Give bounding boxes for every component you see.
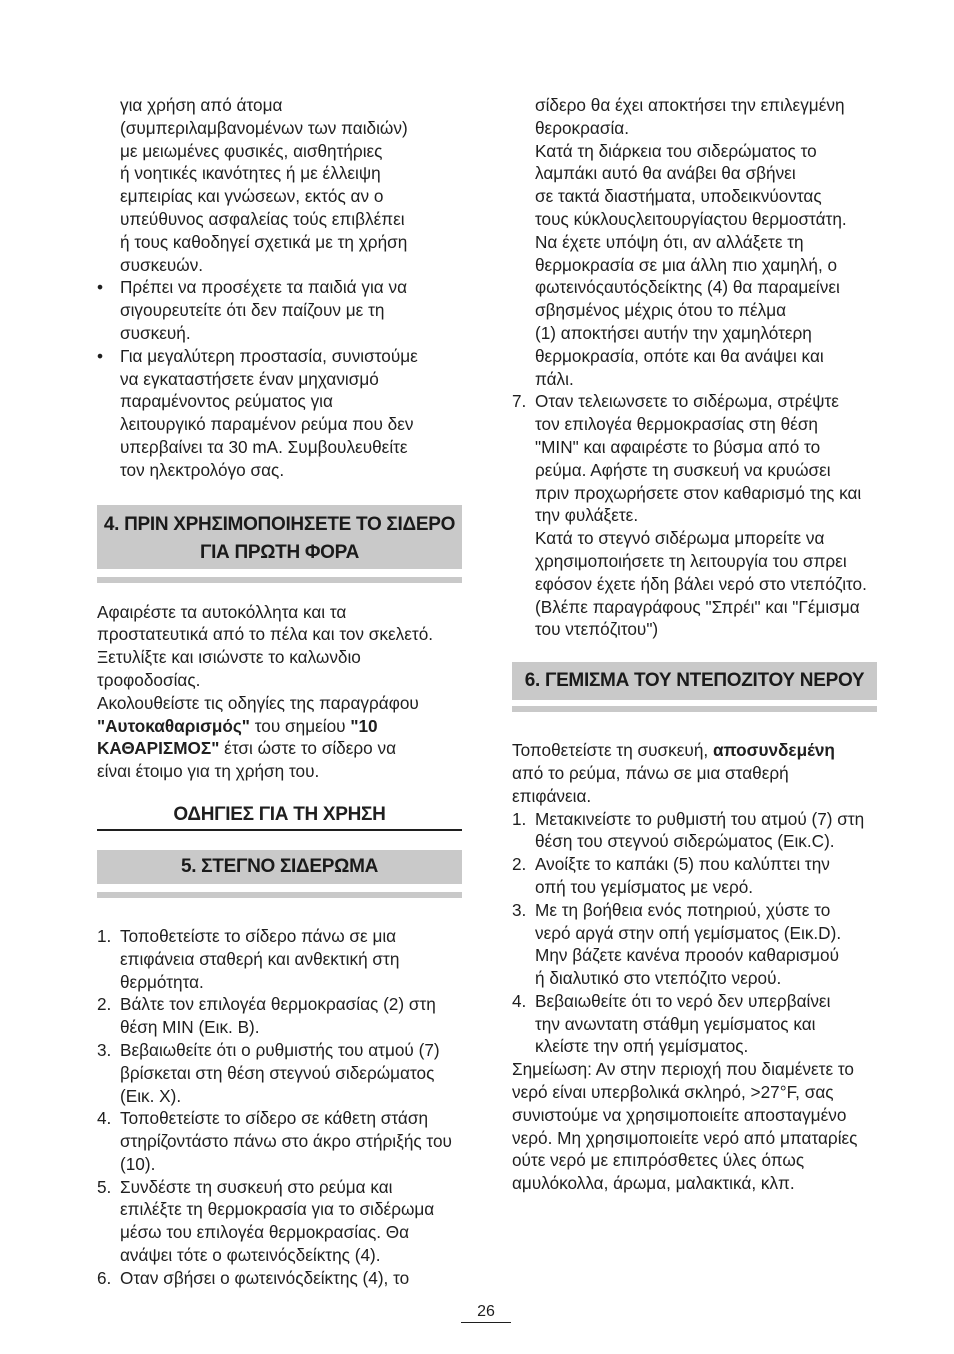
intro-prefix: Τοποθετείστε τη συσκευή,: [512, 740, 713, 761]
list-item-line: Βάλτε τον επιλογέα θερμοκρασίας (2) στη: [120, 994, 436, 1015]
list-marker: 3.: [512, 899, 527, 920]
section-4-line: Αφαιρέστε τα αυτοκόλλητα και τα: [97, 601, 347, 622]
list-item-line: (Εικ. X).: [120, 1085, 182, 1106]
note-line: Σημείωση: Αν στην περιοχή που διαμένετε το: [512, 1059, 854, 1080]
note-line: αμυλόκολλα, άρωμα, μαλακτικά, κλπ.: [512, 1173, 795, 1194]
list-item-line: Βεβαιωθείτε ότι το νερό δεν υπερβαίνει: [535, 990, 831, 1011]
step-item: [97, 993, 462, 1039]
list-marker: 2.: [97, 994, 112, 1015]
bold-reference-1: "Αυτοκαθαρισμός": [97, 715, 250, 736]
section-6-heading: 6. ΓΕΜΙΣΜΑ ΤΟΥ ΝΤΕΠΟΖΙΤΟΥ ΝΕΡΟΥ: [512, 662, 877, 700]
list-item-line: Οταν σβήσει ο φωτεινόςδείκτης (4), το: [120, 1267, 410, 1288]
list-item-line: "MIN" και αφαιρέστε το βύσμα από το: [535, 436, 821, 457]
intro-line: για χρήση από άτομα: [120, 95, 283, 115]
list-item-line: Συνδέστε τη συσκευή στο ρεύμα και: [120, 1176, 393, 1197]
continuation-line: θερμοκρασία σε μια άλλη πιο χαμηλή, ο: [535, 254, 838, 275]
continuation-line: λαμπάκι αυτό θα ανάβει θα σβήνει: [535, 163, 796, 184]
page-number: 26: [461, 1302, 511, 1323]
continuation-line: θεροκρασία.: [535, 117, 630, 138]
continuation-line: τους κύκλουςλειτουργίαςτου θερμοστάτη.: [535, 208, 847, 229]
section-4-title-line2: ΓΙΑ ΠΡΩΤΗ ΦΟΡΑ: [199, 541, 360, 563]
list-item-line: την ανωντατη στάθμη γεμίσματος και: [535, 1013, 816, 1034]
list-item-line: λειτουργικό παραμένον ρεύμα που δεν: [120, 414, 414, 435]
list-item-line: (10).: [120, 1153, 156, 1174]
section-4-body: [97, 601, 462, 783]
section-5-steps: [97, 925, 462, 1290]
list-item-line: οπή του γεμίσματος με νερό.: [535, 876, 754, 897]
list-item-line: συσκευή.: [120, 322, 191, 343]
section-6-intro-line: από το ρεύμα, πάνω σε μια σταθερή: [512, 762, 789, 783]
reference-rest: έτσι ώστε το σίδερο να: [219, 738, 397, 759]
list-item-line: θέση MIN (Εικ. B).: [120, 1017, 260, 1038]
step-6-continuation: [512, 94, 877, 390]
continuation-line: σίδερο θα έχει αποκτήσει την επιλεγμένη: [535, 95, 845, 115]
continuation-line: Κατά τη διάρκεια του σιδερώματος το: [535, 140, 817, 161]
list-item-line: (Βλέπε παραγράφους "Σπρέι" και "Γέμισμα: [535, 596, 860, 617]
intro-line: υπεύθυνος ασφαλείας τούς επιβλέπει: [120, 208, 405, 229]
step-item: [512, 390, 877, 641]
continuation-line: φωτεινόςαυτόςδείκτης (4) θα παραμείνει: [535, 277, 840, 298]
step-item: [512, 899, 877, 990]
list-item-line: επιφάνεια σταθερή και ανθεκτική στη: [120, 948, 400, 969]
list-item-line: Βεβαιωθείτε ότι ο ρυθμιστής του ατμού (7): [120, 1039, 440, 1060]
note-line: συνιστούμε να χρησιμοποιείτε αποσταγμένο: [512, 1104, 847, 1125]
intro-line: με μειωμένες φυσικές, αισθητήριες: [120, 140, 383, 161]
list-item-line: ανάψει τότε ο φωτεινόςδείκτης (4).: [120, 1245, 381, 1266]
section-6-intro-line: επιφάνεια.: [512, 785, 592, 806]
list-item-line: Με τη βοήθεια ενός ποτηριού, χύστε το: [535, 899, 831, 920]
list-item-line: θέση του στεγνού σιδερώματος (Εικ.C).: [535, 831, 835, 852]
list-item-line: επιλέξτε τη θερμοκρασία για το σιδέρωμα: [120, 1199, 435, 1220]
left-column: [97, 94, 462, 1290]
list-item-line: Τοποθετείστε το σίδερο πάνω σε μια: [120, 925, 397, 946]
section-4-title-line1: 4. ΠΡΙΝ ΧΡΗΣΙΜΟΠΟΙΗΣΕΤΕ ΤΟ ΣΙΔΕΡΟ: [103, 513, 456, 535]
list-marker: •: [97, 277, 104, 298]
note-line: νερό είναι υπερβολικά σκληρό, >27°F, σας: [512, 1082, 834, 1103]
bold-reference-3: ΚΑΘΑΡΙΣΜΟΣ": [97, 738, 220, 759]
section-4-line: τροφοδοσίας.: [97, 669, 201, 690]
usage-instructions-heading: ΟΔΗΓΙΕΣ ΓΙΑ ΤΗ ΧΡΗΣΗ: [97, 801, 462, 831]
bold-reference-2: "10: [350, 715, 378, 736]
intro-line: συσκευών.: [120, 254, 204, 275]
continuation-line: θερμοκρασία, οπότε και θα ανάψει και: [535, 345, 824, 366]
intro-line: εμπειρίας και γνώσεων, εκτός αν ο: [120, 186, 384, 207]
list-item-line: του ντεπόζιτου"): [535, 619, 659, 640]
section-4-reference-line: [97, 715, 462, 738]
section-6-intro-first-line: [512, 739, 877, 762]
section-6-note: [512, 1058, 877, 1195]
intro-line: (συμπεριλαμβανομένων των παιδιών): [120, 117, 408, 138]
section-4-reference-line-2: [97, 737, 462, 760]
list-marker: 1.: [512, 808, 527, 829]
section-4-line: Ξετυλίξτε και ισιώνστε το καλωνδιο: [97, 647, 361, 668]
continuation-line: σβησμένος μέχρις ότου το πέλμα: [535, 300, 787, 321]
list-item-line: υπερβαίνει τα 30 mA. Συμβουλευθείτε: [120, 436, 408, 457]
list-item-line: Κατά το στεγνό σιδέρωμα μπορείτε να: [535, 528, 825, 549]
section-4-last-line: είναι έτοιμο για τη χρήση του.: [97, 761, 320, 782]
list-item-line: Για μεγαλύτερη προστασία, συνιστούμε: [120, 345, 418, 366]
list-item-line: εφόσον έχετε ήδη βάλει νερό στο ντεπόζιτο.: [535, 573, 867, 594]
reference-connector: του σημείου: [249, 715, 351, 736]
step-item: [512, 990, 877, 1058]
list-marker: 4.: [97, 1108, 112, 1129]
note-line: ούτε νερό με επιπρόσθετες ύλες όπως: [512, 1150, 805, 1171]
list-marker: •: [97, 345, 104, 366]
continuation-line: (1) αποκτήσει αυτήν την χαμηλότερη: [535, 322, 812, 343]
step-item: [97, 1039, 462, 1107]
list-item-line: μέσω του επιλογέα θερμοκρασίας. Θα: [120, 1222, 410, 1243]
list-item-line: βρίσκεται στη θέση στεγνού σιδερώματος: [120, 1062, 435, 1083]
continuation-line: Να έχετε υπόψη ότι, αν αλλάξετε τη: [535, 231, 804, 252]
list-item-line: Μην βάζετε κανένα προοόν καθαρισμού: [535, 945, 839, 966]
step-item: [512, 808, 877, 854]
list-item-line: να εγκαταστήσετε έναν μηχανισμό: [120, 368, 379, 389]
list-marker: 3.: [97, 1039, 112, 1060]
section-5-heading: 5. ΣΤΕΓΝΟ ΣΙΔΕΡΩΜΑ: [97, 850, 462, 884]
list-item-line: Οταν τελειωνσετε το σιδέρωμα, στρέψτε: [535, 391, 839, 412]
list-item-line: κλείστε την οπή γεμίσματος.: [535, 1036, 749, 1057]
step-item: [97, 925, 462, 993]
continuation-line: πάλι.: [535, 368, 574, 389]
step-item: [97, 1107, 462, 1175]
section-6-steps: [512, 808, 877, 1059]
list-item-line: σιγουρευτείτε ότι δεν παίζουν με τη: [120, 300, 385, 321]
list-marker: 7.: [512, 391, 527, 412]
list-marker: 1.: [97, 925, 112, 946]
list-item-line: ρεύμα. Αφήστε τη συσκευή να κρυώσει: [535, 459, 831, 480]
list-marker: 2.: [512, 854, 527, 875]
list-item-line: Τοποθετείστε το σίδερο σε κάθετη στάση: [120, 1108, 429, 1129]
note-line: νερό. Μη χρησιμοποιείτε νερό από μπαταρίες: [512, 1127, 858, 1148]
bullet-item: [97, 276, 462, 344]
list-item-line: ή διαλυτικό στο ντεπόζιτο νερού.: [535, 968, 782, 989]
list-marker: 4.: [512, 990, 527, 1011]
section-4-line: Ακολουθείστε τις οδηγίες της παραγράφου: [97, 692, 419, 713]
list-item-line: Μετακινείστε το ρυθμιστή του ατμού (7) στη: [535, 808, 865, 829]
list-item-line: θερμότητα.: [120, 971, 204, 992]
intro-line: ή νοητικές ικανότητες ή με έλλειψη: [120, 163, 381, 184]
intro-paragraph: [97, 94, 462, 276]
list-item-line: τον ηλεκτρολόγο σας.: [120, 459, 285, 480]
intro-line: ή τους καθοδηγεί σχετικά με τη χρήση: [120, 231, 408, 252]
list-item-line: νερό αργά στην οπή γεμίσματος (Εικ.D).: [535, 922, 842, 943]
right-column: [512, 94, 877, 1195]
list-item-line: παραμένοντος ρεύματος για: [120, 391, 333, 412]
list-item-line: Πρέπει να προσέχετε τα παιδιά για να: [120, 277, 408, 298]
continuation-line: σε τακτά διαστήματα, υποδεικνύοντας: [535, 186, 822, 207]
list-marker: 6.: [97, 1267, 112, 1288]
section-4-heading: [97, 505, 462, 569]
step-item: [512, 853, 877, 899]
section-6-intro: [512, 739, 877, 807]
list-marker: 5.: [97, 1176, 112, 1197]
list-item-line: Ανοίξτε το καπάκι (5) που καλύπτει την: [535, 854, 830, 875]
list-item-line: την φυλάξετε.: [535, 505, 639, 526]
intro-bold-word: αποσυνδεμένη: [712, 740, 835, 761]
step-item: [97, 1176, 462, 1267]
list-item-line: τον επιλογέα θερμοκρασίας στη θέση: [535, 414, 818, 435]
warning-bullet-list: [97, 276, 462, 481]
bullet-item: [97, 345, 462, 482]
list-item-line: στηρίζοντάστο πάνω στο άκρο στήριξής του: [120, 1131, 452, 1152]
list-item-line: πριν προχωρήσετε στον καθαρισμό της και: [535, 482, 862, 503]
section-4-line: προστατευτικά από το πέλα και τον σκελετό.: [97, 624, 434, 645]
list-item-line: χρησιμοποιήσετε τη λειτουργία του σπρει: [535, 550, 847, 571]
step-item: [97, 1267, 462, 1290]
step-7-list: [512, 390, 877, 641]
